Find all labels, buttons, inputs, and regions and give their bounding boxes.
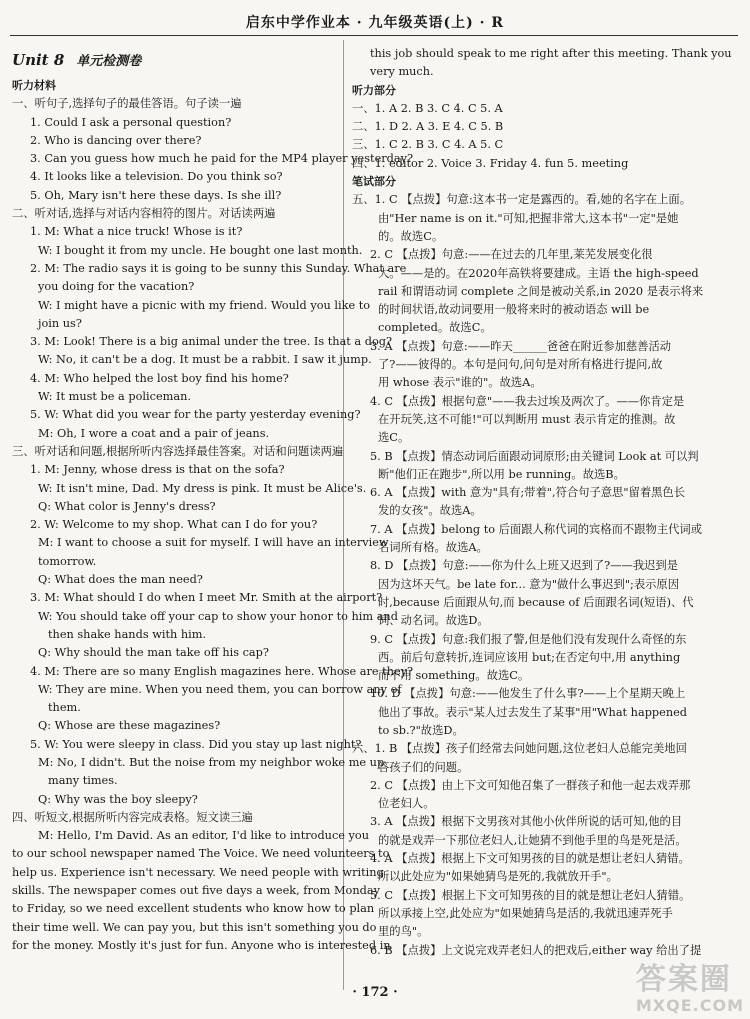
text-line: 5. W: You were sleepy in class. Did you stay up last night? [30,737,362,751]
text-line: 2. W: Welcome to my shop. What can I do for you? [30,518,318,532]
text-line: 7. A 【点拨】belong to 后面跟人称代词的宾格而不跟物主代词或 [370,522,703,536]
text-line: completed。故选C。 [378,321,492,335]
text-line: W: You should take off your cap to show your honor to him and [38,609,398,623]
text-line: you doing for the vacation? [38,280,195,294]
text-line: 二、听对话,选择与对话内容相符的图片。对话读两遍 [12,207,276,221]
text-line: 5. W: What did you wear for the party yesterday evening? [30,408,361,422]
text-line: 四、听短文,根据所听内容完成表格。短文读三遍 [12,810,253,824]
text-line: 一、1. A 2. B 3. C 4. C 5. A [352,101,503,115]
text-line: 位老妇人。 [378,797,435,811]
text-line: 4. C 【点拨】根据句意"——我去过埃及两次了。——你肯定是 [370,394,685,408]
text-line: Q: What does the man need? [38,573,203,587]
text-line: skills. The newspaper comes out five days a week, from Monday [12,884,380,898]
text-line: 在开玩笑,这不可能!"可以判断用 must 表示肯定的推测。故 [378,412,676,426]
text-line: W: I bought it from my uncle. He bought one last month. [38,243,363,257]
right-text-lines [352,45,732,960]
running-header: 启东中学作业本 · 九年级英语(上) · R [245,15,505,31]
text-line: 3. A 【点拨】句意:——昨天______爸爸在附近参加慈善活动 [370,339,672,353]
text-line: 听力材料 [12,79,56,92]
text-line: their time well. We can pay you, but this isn't something you do [12,920,377,934]
text-line: M: Hello, I'm David. As an editor, I'd like to introduce you [38,829,370,843]
text-line: rail 和谓语动词 complete 之间是被动关系,in 2020 是表示将来 [378,284,704,298]
text-line: M: Oh, I wore a coat and a pair of jeans. [38,426,270,440]
text-line: 1. M: Jenny, whose dress is that on the sofa? [30,463,285,477]
text-line: 10. D 【点拨】句意:——他发生了什么事?——上个星期天晚上 [370,687,686,701]
text-line: W: It must be a policeman. [38,390,191,404]
text-line: W: I might have a picnic with my friend. Would you like to [38,298,371,312]
text-line: 所以此处应为"如果她猜鸟是死的,我就放开手"。 [378,870,618,884]
text-line: 答孩子们的问题。 [378,760,469,774]
text-line: many times. [48,774,118,788]
text-line: 所以承接上空,此处应为"如果她猜鸟是活的,我就迅速弄死手 [378,906,673,920]
text-line: them. [48,701,81,715]
watermark-main: 答案圈 [635,962,732,997]
text-line: 西。前后句意转折,连词应该用 but;在否定句中,用 anything [378,650,681,664]
text-line: Q: Why should the man take off his cap? [38,646,269,660]
text-line: 他出了事故。表示"某人过去发生了某事"用"What happened [378,705,688,719]
text-line: for the money. Mostly it's just for fun. Anyone who is interested in [12,938,391,952]
unit-subtitle: 单元检测卷 [76,54,142,69]
text-line: 因为这坏天气。be late for... 意为"做什么事迟到";表示原因 [378,577,680,591]
text-line: 5. B 【点拨】情态动词后面跟动词原形;由关键词 Look at 可以判 [370,449,699,463]
text-line: 4. M: Who helped the lost boy find his home? [30,371,289,385]
text-line: 1. M: What a nice truck! Whose is it? [30,225,243,239]
text-line: 3. M: Look! There is a big animal under the tree. Is that a dog? [30,335,393,349]
text-line: 笔试部分 [352,175,396,189]
text-line: Q: Why was the boy sleepy? [38,792,198,806]
unit-heading [12,49,342,73]
text-line: 一、听句子,选择句子的最佳答语。句子读一遍 [12,97,242,111]
text-line: 1. Could I ask a personal question? [30,115,232,129]
text-line: 五、1. C 【点拨】句意:这本书一定是露西的。看,她的名字在上面。 [352,193,692,207]
text-line: 2. C 【点拨】由上下文可知他召集了一群孩子和他一起去戏弄那 [370,778,691,792]
text-line: Q: What color is Jenny's dress? [38,499,216,513]
text-line: 三、1. C 2. B 3. C 4. A 5. C [352,138,504,152]
right-column [352,45,732,960]
text-line: 6. B 【点拨】上文说完戏弄老妇人的把戏后,either way 给出了提 [370,943,702,957]
text-line: to sb.?"故选D。 [378,723,464,737]
text-line: 词、动名词。故选D。 [378,614,489,628]
header-rule [10,35,738,36]
text-line: Q: Whose are these magazines? [38,719,221,733]
text-line: 六、1. B 【点拨】孩子们经常去问她问题,这位老妇人总能完美地回 [352,742,687,756]
text-line: help us. Experience isn't necessary. We need people with writing [12,865,384,879]
text-line: 三、听对话和问题,根据所听内容选择最佳答案。对话和问题读两遍 [12,444,344,458]
text-line: 里的鸟"。 [378,925,429,939]
text-line: 8. D 【点拨】句意:——你为什么上班又迟到了?——我迟到是 [370,559,679,573]
text-line: 4. It looks like a television. Do you think so? [30,170,283,184]
text-line: 而不用 something。故选C。 [378,669,530,683]
text-line: 选C。 [378,431,410,445]
text-line: 6. A 【点拨】with 意为"具有;带着",符合句子意思"留着黑色长 [370,486,686,500]
text-line: 由"Her name is on it."可知,把握非常大,这本书"一定"是她 [378,211,679,225]
text-line: W: They are mine. When you need them, you can borrow any of [38,682,402,696]
text-line: 时,because 后面跟从句,而 because of 后面跟名词(短语)、代 [378,595,694,609]
text-line: 2. Who is dancing over there? [30,133,202,147]
text-line: 四、1. editor 2. Voice 3. Friday 4. fun 5. meeting [352,156,629,170]
text-line: 2. M: The radio says it is going to be sunny this Sunday. What are [30,261,407,275]
text-line: 了?——彼得的。本句是问句,问句是对所有格进行提问,故 [378,358,663,372]
watermark-sub: MXQE.COM [635,996,744,1015]
text-line: join us? [38,316,82,330]
text-line: very much. [370,65,434,79]
text-line: this job should speak to me right after this meeting. Thank you [370,47,732,60]
text-line: 4. A 【点拨】根据上下文可知男孩的目的就是想让老妇人猜错。 [370,852,690,866]
text-line: 听力部分 [352,83,396,97]
text-line: 3. Can you guess how much he paid for the MP4 player yesterday? [30,152,414,166]
text-line: W: No, it can't be a dog. It must be a rabbit. I saw it jump. [38,353,372,367]
text-line: tomorrow. [38,554,97,568]
text-line: 的时间状语,故动词要用一般将来时的被动语态 will be [378,303,650,317]
text-line: W: It isn't mine, Dad. My dress is pink. It must be Alice's. [38,481,367,495]
text-line: 发的女孩"。故选A。 [378,504,482,518]
text-line: 断"他们正在跑步",所以用 be running。故选B。 [378,467,625,481]
text-line: 4. M: There are so many English magazines here. Whose are they? [30,664,414,678]
text-line: 5. C 【点拨】根据上下文可知男孩的目的就是想让老妇人猜错。 [370,888,691,902]
text-line: to our school newspaper named The Voice. We need volunteers to [12,847,390,861]
text-line: 3. M: What should I do when I meet Mr. Smith at the airport? [30,591,383,605]
text-line: 3. A 【点拨】根据下文男孩对其他小伙伴所说的话可知,他的目 [370,815,683,829]
text-line: M: I want to choose a suit for myself. I will have an interview [38,536,389,550]
text-line: 用 whose 表示"谁的"。故选A。 [378,376,542,390]
text-line: 的。故选C。 [378,229,444,243]
text-line: M: No, I didn't. But the noise from my neighbor woke me up [38,755,385,769]
text-line: 二、1. D 2. A 3. E 4. C 5. B [352,120,504,134]
text-line: 的就是戏弄一下那位老妇人,让她猜不到他手里的鸟是死是活。 [378,833,687,847]
text-line: then shake hands with him. [48,627,207,641]
text-line: 大。——是的。在2020年高铁将要建成。主语 the high-speed [378,266,699,280]
text-line: 2. C 【点拨】句意:——在过去的几年里,莱芜发展变化很 [370,248,653,262]
watermark-logo [636,964,744,1015]
page-number: · 172 · [352,985,398,1000]
unit-title: Unit 8 [12,51,65,69]
text-line: 5. Oh, Mary isn't here these days. Is she ill? [30,188,282,202]
text-line: 9. C 【点拨】句意:我们报了警,但是他们没有发现什么奇怪的东 [370,632,687,646]
text-line: to Friday, so we need excellent students who know how to plan [12,902,375,916]
text-line: 名词所有格。故选A。 [378,541,488,555]
